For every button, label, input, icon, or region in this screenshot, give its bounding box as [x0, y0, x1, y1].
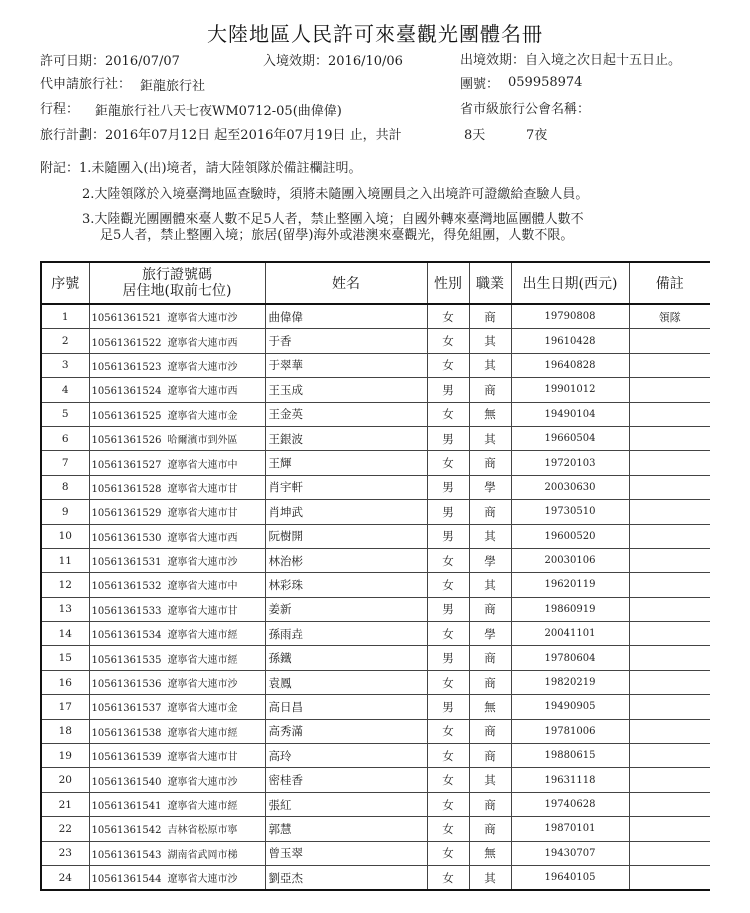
member-birth-date: 19620119: [511, 573, 629, 597]
member-name: 于翠華: [265, 353, 427, 377]
member-remark: [629, 744, 710, 768]
residence: 遼寧省大連市甘: [167, 483, 238, 495]
roster-table-body: [41, 304, 710, 890]
permit-number: 10561361525: [91, 410, 162, 422]
member-occupation: 其: [469, 524, 511, 548]
residence: 吉林省松原市寧: [167, 825, 238, 837]
member-birth-date: 19660504: [511, 426, 629, 450]
itinerary-label: 行程：: [40, 102, 80, 117]
member-occupation: 商: [469, 304, 511, 329]
member-name: 曾玉翠: [265, 841, 427, 865]
row-number: 10: [41, 524, 89, 548]
row-number: 15: [41, 646, 89, 670]
member-sex: 女: [427, 792, 469, 816]
member-sex: 女: [427, 865, 469, 890]
row-number: 7: [41, 451, 89, 475]
permit-number: 10561361536: [91, 679, 162, 691]
permit-cell: [89, 378, 265, 402]
residence: 遼寧省大連市沙: [167, 361, 238, 373]
member-birth-date: 19640105: [511, 865, 629, 890]
member-remark: 領隊: [629, 304, 710, 329]
permit-number: 10561361543: [91, 849, 162, 861]
table-row: [41, 304, 710, 329]
member-occupation: 商: [469, 646, 511, 670]
table-row: [41, 768, 710, 792]
row-number: 20: [41, 768, 89, 792]
member-occupation: 無: [469, 402, 511, 426]
row-number: 3: [41, 353, 89, 377]
row-number: 17: [41, 695, 89, 719]
permit-cell: [89, 548, 265, 572]
permit-cell: [89, 817, 265, 841]
member-name: 王金英: [265, 402, 427, 426]
permit-number: 10561361529: [91, 508, 162, 520]
permit-cell: [89, 646, 265, 670]
permit-number: 10561361531: [91, 557, 162, 569]
row-number: 6: [41, 426, 89, 450]
header-no: 序號: [41, 262, 89, 304]
member-remark: [629, 426, 710, 450]
member-name: 高日昌: [265, 695, 427, 719]
permit-number: 10561361538: [91, 727, 162, 739]
residence: 湖南省武岡市梯: [167, 849, 238, 861]
permit-cell: [89, 719, 265, 743]
roster-table-wrap: [40, 261, 710, 913]
group-number: 059958974: [508, 75, 583, 90]
row-number: 8: [41, 475, 89, 499]
member-birth-date: 19740628: [511, 792, 629, 816]
permit-cell: [89, 865, 265, 890]
member-birth-date: 20041101: [511, 622, 629, 646]
permit-number: 10561361524: [91, 386, 162, 398]
member-birth-date: 19790808: [511, 304, 629, 329]
member-sex: 女: [427, 329, 469, 353]
member-name: 林彩珠: [265, 573, 427, 597]
member-remark: [629, 719, 710, 743]
member-birth-date: 19860919: [511, 597, 629, 621]
member-remark: [629, 792, 710, 816]
member-occupation: 其: [469, 865, 511, 890]
residence: 遼寧省大連市甘: [167, 508, 238, 520]
member-name: 王輝: [265, 451, 427, 475]
row-number: 19: [41, 744, 89, 768]
entry-validity: 入境效期：2016/10/06: [263, 54, 403, 69]
member-sex: 男: [427, 378, 469, 402]
table-row: [41, 695, 710, 719]
member-occupation: 其: [469, 573, 511, 597]
member-remark: [629, 475, 710, 499]
member-occupation: 商: [469, 817, 511, 841]
permit-cell: [89, 524, 265, 548]
table-row: [41, 719, 710, 743]
header-sex: 性別: [427, 262, 469, 304]
member-occupation: 商: [469, 719, 511, 743]
member-remark: [629, 353, 710, 377]
table-header-row: [41, 262, 710, 304]
member-sex: 男: [427, 597, 469, 621]
table-row: [41, 524, 710, 548]
row-number: 24: [41, 865, 89, 890]
permit-cell: [89, 500, 265, 524]
member-name: 阮樹開: [265, 524, 427, 548]
member-sex: 男: [427, 475, 469, 499]
permit-number: 10561361533: [91, 605, 162, 617]
member-remark: [629, 768, 710, 792]
row-number: 16: [41, 670, 89, 694]
member-occupation: 商: [469, 378, 511, 402]
table-row: [41, 841, 710, 865]
member-name: 劉亞杰: [265, 865, 427, 890]
member-occupation: 學: [469, 475, 511, 499]
row-number: 22: [41, 817, 89, 841]
member-remark: [629, 573, 710, 597]
header-note: 備註: [629, 262, 710, 304]
header-dob: 出生日期(西元): [511, 262, 629, 304]
member-occupation: 其: [469, 329, 511, 353]
table-row: [41, 451, 710, 475]
member-occupation: 商: [469, 670, 511, 694]
member-name: 林治彬: [265, 548, 427, 572]
residence: 遼寧省大連市沙: [167, 776, 238, 788]
residence: 遼寧省大連市西: [167, 532, 238, 544]
member-remark: [629, 500, 710, 524]
member-sex: 女: [427, 744, 469, 768]
permit-number: 10561361541: [91, 801, 162, 812]
note-3-line-2: 足5人者，禁止整團入境；旅居(留學)海外或港澳來臺觀光，得免組團，人數不限。: [100, 228, 574, 243]
member-occupation: 商: [469, 597, 511, 621]
row-number: 13: [41, 597, 89, 621]
member-name: 肖宇軒: [265, 475, 427, 499]
agency-label: 代申請旅行社：: [40, 77, 132, 92]
member-occupation: 商: [469, 792, 511, 816]
member-birth-date: 19870101: [511, 817, 629, 841]
member-sex: 女: [427, 353, 469, 377]
member-birth-date: 19640828: [511, 353, 629, 377]
member-sex: 男: [427, 524, 469, 548]
member-sex: 女: [427, 304, 469, 329]
member-remark: [629, 817, 710, 841]
row-number: 23: [41, 841, 89, 865]
header-permit: [89, 262, 265, 304]
province-association-label: 省市級旅行公會名稱：: [460, 102, 591, 117]
permit-cell: [89, 744, 265, 768]
member-birth-date: 19610428: [511, 329, 629, 353]
table-row: [41, 670, 710, 694]
member-occupation: 其: [469, 426, 511, 450]
table-row: [41, 573, 710, 597]
member-occupation: 學: [469, 622, 511, 646]
table-row: [41, 378, 710, 402]
member-name: 姜新: [265, 597, 427, 621]
member-remark: [629, 524, 710, 548]
member-birth-date: 19901012: [511, 378, 629, 402]
member-name: 肖坤武: [265, 500, 427, 524]
member-birth-date: 19600520: [511, 524, 629, 548]
permit-cell: [89, 353, 265, 377]
member-name: 孫鐵: [265, 646, 427, 670]
permit-number: 10561361530: [91, 532, 162, 544]
member-name: 袁鳳: [265, 670, 427, 694]
member-birth-date: 19430707: [511, 841, 629, 865]
member-birth-date: 19490104: [511, 402, 629, 426]
permit-number: 10561361528: [91, 483, 162, 495]
permit-cell: [89, 670, 265, 694]
residence: 遼寧省大連市沙: [167, 313, 238, 325]
permit-number: 10561361540: [91, 776, 162, 788]
table-row: [41, 500, 710, 524]
residence: 遼寧省大連市西: [167, 386, 238, 398]
member-occupation: 無: [469, 695, 511, 719]
residence: 遼寧省大連市甘: [167, 605, 238, 617]
row-number: 18: [41, 719, 89, 743]
permit-number: 10561361521: [91, 313, 162, 325]
permit-cell: [89, 597, 265, 621]
exit-validity: 出境效期：自入境之次日起十五日止。: [460, 53, 682, 68]
member-birth-date: 19720103: [511, 451, 629, 475]
residence: 遼寧省大連市經: [167, 727, 238, 739]
row-number: 21: [41, 792, 89, 816]
member-name: 孫雨垚: [265, 622, 427, 646]
permit-cell: [89, 768, 265, 792]
member-occupation: 學: [469, 548, 511, 572]
member-sex: 女: [427, 402, 469, 426]
member-sex: 女: [427, 573, 469, 597]
permit-cell: [89, 402, 265, 426]
table-row: [41, 475, 710, 499]
permit-number: 10561361535: [91, 654, 162, 666]
permit-cell: [89, 622, 265, 646]
member-remark: [629, 695, 710, 719]
permit-number: 10561361542: [91, 825, 162, 837]
travel-days: 8天: [464, 128, 486, 143]
header-permit-line-1: 旅行證號碼: [142, 267, 212, 283]
member-remark: [629, 597, 710, 621]
member-remark: [629, 865, 710, 890]
member-name: 王銀波: [265, 426, 427, 450]
member-birth-date: 20030630: [511, 475, 629, 499]
member-sex: 女: [427, 548, 469, 572]
row-number: 5: [41, 402, 89, 426]
member-sex: 女: [427, 670, 469, 694]
row-number: 2: [41, 329, 89, 353]
row-number: 4: [41, 378, 89, 402]
table-row: [41, 329, 710, 353]
member-birth-date: 19781006: [511, 719, 629, 743]
member-occupation: 商: [469, 500, 511, 524]
member-remark: [629, 451, 710, 475]
table-row: [41, 597, 710, 621]
residence: 遼寧省大連市金: [167, 410, 238, 422]
member-remark: [629, 378, 710, 402]
residence: 遼寧省大連市中: [167, 459, 238, 471]
member-birth-date: 19631118: [511, 768, 629, 792]
table-row: [41, 548, 710, 572]
residence: 遼寧省大連市西: [167, 337, 238, 349]
table-row: [41, 792, 710, 816]
permit-cell: [89, 695, 265, 719]
member-name: 張紅: [265, 792, 427, 816]
member-occupation: 其: [469, 353, 511, 377]
member-occupation: 其: [469, 768, 511, 792]
header-permit-line-2: 居住地(取前七位): [122, 283, 232, 299]
member-sex: 女: [427, 817, 469, 841]
note-2: 2.大陸領隊於入境臺灣地區查驗時，須將未隨團入境團員之入出境許可證繳給查驗人員。: [82, 187, 589, 202]
table-row: [41, 402, 710, 426]
permit-number: 10561361534: [91, 630, 162, 642]
permit-cell: [89, 329, 265, 353]
permit-cell: [89, 841, 265, 865]
table-row: [41, 865, 710, 890]
permit-number: 10561361526: [91, 435, 162, 447]
travel-nights: 7夜: [526, 128, 548, 143]
permit-number: 10561361544: [91, 874, 162, 886]
residence: 遼寧省大連市經: [167, 801, 238, 812]
permit-cell: [89, 475, 265, 499]
member-birth-date: 19730510: [511, 500, 629, 524]
member-birth-date: 19880615: [511, 744, 629, 768]
table-row: [41, 353, 710, 377]
table-row: [41, 622, 710, 646]
residence: 遼寧省大連市中: [167, 581, 238, 593]
permit-cell: [89, 792, 265, 816]
itinerary: 鉅龍旅行社八天七夜WM0712-05(曲偉偉): [95, 104, 342, 119]
table-row: [41, 744, 710, 768]
residence: 遼寧省大連市經: [167, 630, 238, 642]
member-sex: 女: [427, 622, 469, 646]
member-name: 曲偉偉: [265, 304, 427, 329]
member-name: 王玉成: [265, 378, 427, 402]
member-sex: 女: [427, 841, 469, 865]
residence: 遼寧省大連市甘: [167, 752, 238, 764]
member-name: 高玲: [265, 744, 427, 768]
header-job: 職業: [469, 262, 511, 304]
permit-cell: [89, 304, 265, 329]
document-title: 大陸地區人民許可來臺觀光團體名冊: [207, 22, 543, 46]
permit-number: 10561361527: [91, 459, 162, 471]
member-occupation: 商: [469, 744, 511, 768]
row-number: 9: [41, 500, 89, 524]
residence: 遼寧省大連市金: [167, 703, 238, 715]
member-remark: [629, 646, 710, 670]
member-sex: 男: [427, 695, 469, 719]
travel-plan: 旅行計劃：2016年07月12日 起至2016年07月19日 止，共計: [40, 128, 402, 143]
member-remark: [629, 402, 710, 426]
permit-number: 10561361537: [91, 703, 162, 715]
residence: 遼寧省大連市經: [167, 654, 238, 666]
group-number-label: 團號：: [460, 77, 500, 92]
member-occupation: 無: [469, 841, 511, 865]
member-sex: 男: [427, 426, 469, 450]
member-remark: [629, 622, 710, 646]
member-remark: [629, 329, 710, 353]
member-sex: 男: [427, 646, 469, 670]
member-birth-date: 19780604: [511, 646, 629, 670]
member-remark: [629, 841, 710, 865]
row-number: 11: [41, 548, 89, 572]
residence: 哈爾濱市到外區: [167, 435, 238, 447]
permit-cell: [89, 573, 265, 597]
permit-date: 許可日期：2016/07/07: [40, 54, 180, 69]
row-number: 12: [41, 573, 89, 597]
residence: 遼寧省大連市沙: [167, 557, 238, 569]
member-sex: 女: [427, 719, 469, 743]
agency-name: 鉅龍旅行社: [140, 79, 206, 94]
roster-table: [40, 261, 710, 891]
member-remark: [629, 548, 710, 572]
table-row: [41, 817, 710, 841]
member-sex: 女: [427, 768, 469, 792]
member-sex: 女: [427, 451, 469, 475]
member-occupation: 商: [469, 451, 511, 475]
member-birth-date: 20030106: [511, 548, 629, 572]
note-1: 附記：1.未隨團入(出)境者，請大陸領隊於備註欄註明。: [40, 161, 362, 176]
member-remark: [629, 670, 710, 694]
note-3-line-1: 3.大陸觀光團團體來臺人數不足5人者，禁止整團入境；自國外轉來臺灣地區團體人數不: [82, 212, 584, 227]
row-number: 1: [41, 304, 89, 329]
table-row: [41, 426, 710, 450]
permit-number: 10561361523: [91, 361, 162, 373]
member-name: 于香: [265, 329, 427, 353]
residence: 遼寧省大連市沙: [167, 679, 238, 691]
row-number: 14: [41, 622, 89, 646]
permit-number: 10561361532: [91, 581, 162, 593]
permit-number: 10561361522: [91, 337, 162, 349]
member-sex: 男: [427, 500, 469, 524]
permit-cell: [89, 451, 265, 475]
member-name: 密桂香: [265, 768, 427, 792]
member-name: 郭慧: [265, 817, 427, 841]
header-name: 姓名: [265, 262, 427, 304]
permit-cell: [89, 426, 265, 450]
member-name: 高秀滿: [265, 719, 427, 743]
member-birth-date: 19820219: [511, 670, 629, 694]
residence: 遼寧省大連市沙: [167, 874, 238, 886]
table-row: [41, 646, 710, 670]
permit-number: 10561361539: [91, 752, 162, 764]
member-birth-date: 19490905: [511, 695, 629, 719]
